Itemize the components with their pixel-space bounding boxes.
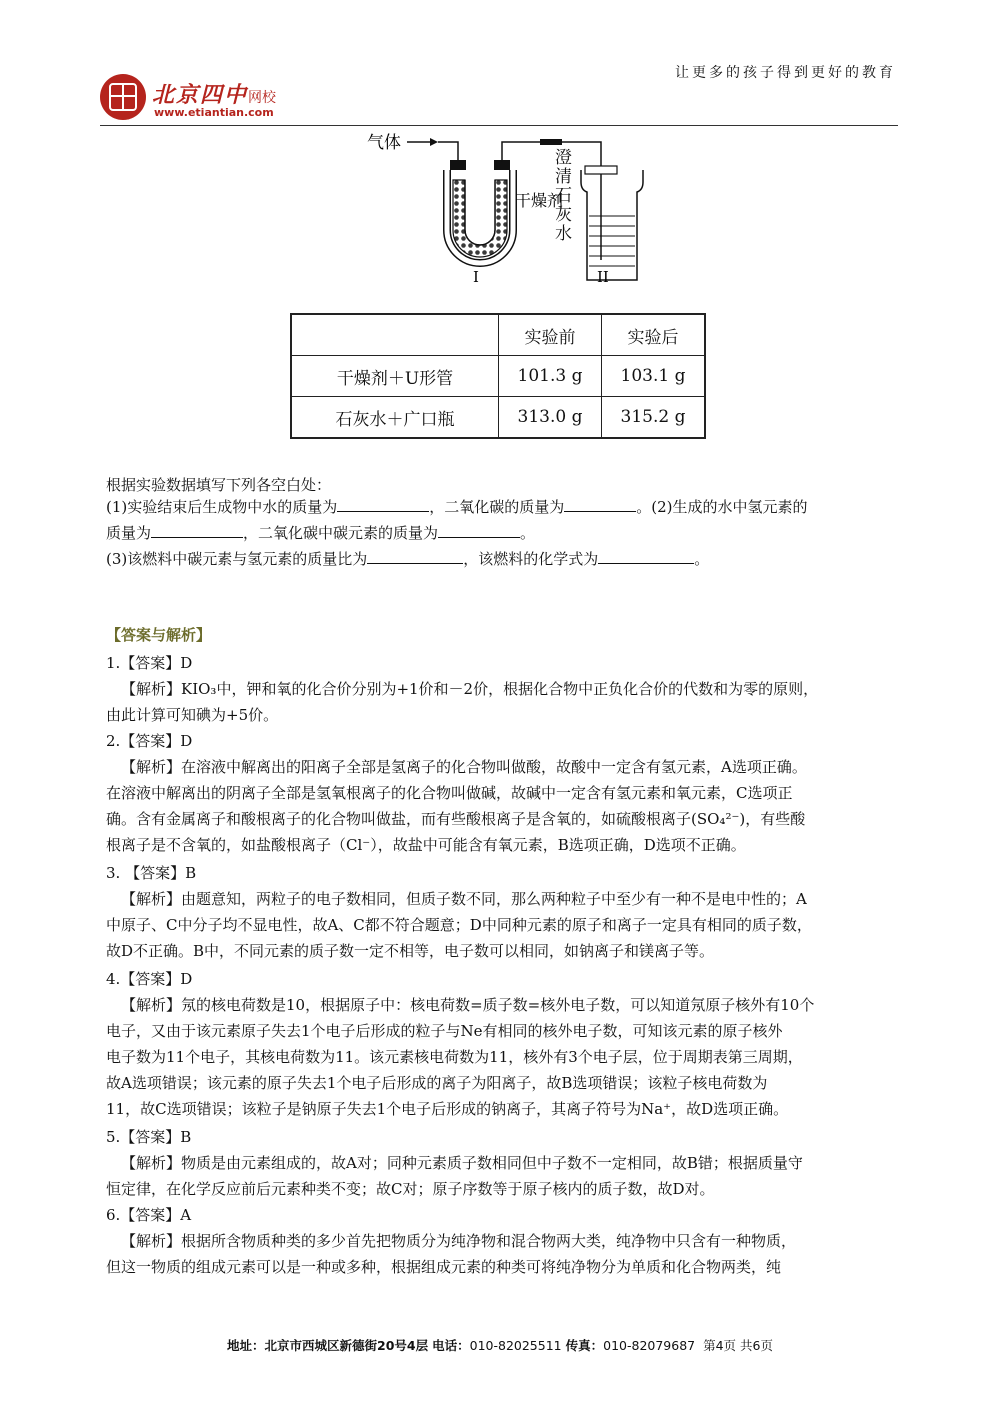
explanation-6: 【解析】根据所含物质种类的多少首先把物质分为纯净物和混合物两大类，纯净物中只含有一种物质， 但这一物质的组成元素可以是一种或多种，根据组成元素的种类可将纯净物分为单质和化合物两类，纯 [106,1232,797,1276]
table-row [291,397,705,439]
answer-3: 3. 【答案】B [106,864,197,882]
rubber-connector [540,139,562,145]
table-cell: 315.2 g [602,397,706,439]
limewater-label: 澄清石灰水 [551,148,571,243]
experiment-apparatus-figure [355,130,655,290]
table-cell: 313.0 g [499,397,602,439]
page-number: 第4页 共6页 [703,1338,773,1353]
gas-label: 气体 [367,133,401,153]
table-header-cell [291,314,499,356]
table-cell: 101.3 g [499,356,602,397]
brand-name: 北京四中网校 [152,83,277,108]
answer-5: 5.【答案】B [106,1128,192,1146]
table-cell: 干燥剂＋U形管 [291,356,499,397]
table-header-cell: 实验前 [499,314,602,356]
answer-blank[interactable] [337,495,429,512]
wide-mouth-bottle [581,170,643,280]
apparatus-I-label: I [473,268,479,286]
question-intro: 根据实验数据填写下列各空白处： [106,476,332,494]
answer-blank[interactable] [564,495,636,512]
explanation-2: 【解析】在溶液中解离出的阳离子全部是氢离子的化合物叫做酸，故酸中一定含有氢元素，A选项正确。 在溶液中解离出的阴离子全部是氢氧根离子的化合物叫做碱，故碱中一定含有氢元素和氧元素，C选项正 确。含有金属离子和酸根离子的化合物叫做盐，而有些酸根离子是含氧的，如硫酸根离子(SO₄²⁻)，有些酸 根离子是不含氧的，如盐酸根离子（Cl⁻），故盐中可能含有氧元素，B选项正确，D选项不正确。 [106,758,807,854]
school-logo-icon [100,74,146,120]
explanation-3: 【解析】由题意知，两粒子的电子数相同，但质子数不同，那么两种粒子中至少有一种不是电中性的；A 中原子、C中分子均不显电性，故A、C都不符合题意；D中同种元素的原子和离子一定具有相同的质子数， 故D不正确。B中，不同元素的质子数一定不相等，电子数可以相同，如钠离子和镁离子等。 [106,890,812,960]
explanation-4: 【解析】氖的核电荷数是10，根据原子中：核电荷数=质子数=核外电子数，可以知道氖原子核外有10个 电子，又由于该元素原子失去1个电子后形成的粒子与Ne有相同的核外电子数，可知该元素的原子核外 电子数为11个电子，其核电荷数为11。该元素核电荷数为11，核外有3个电子层，位于周期表第三周期， 故A选项错误；该元素的原子失去1个电子后形成的离子为阳离子，故B选项错误；该粒子核电荷数为 11，故C选项错误；该粒子是钠原子失去1个电子后形成的钠离子，其离子符号为Na⁺，故D选项正确。 [106,996,815,1118]
header-divider [100,125,898,126]
stopper-left [450,160,466,170]
question-line-1: (1)实验结束后生成物中水的质量为 ，二氧化碳的质量为 。(2)生成的水中氢元素的 [106,494,808,520]
explanation-5: 【解析】物质是由元素组成的，故A对；同种元素质子数相同但中子数不一定相同，故B错；根据质量守 恒定律，在化学反应前后元素种类不变；故C对；原子序数等于原子核内的质子数，故D对。 [106,1154,803,1198]
answer-6: 6.【答案】A [106,1206,192,1224]
answer-1: 1.【答案】D [106,654,193,672]
table-header-row [291,314,705,356]
apparatus-II-label: II [597,268,609,286]
answer-blank[interactable] [367,547,463,564]
table-row [291,356,705,397]
experiment-data-table [290,313,706,439]
page-footer: 地址：北京市西城区新德街20号4层 电话：010-82025511 传真：010-82079687 第4页 共6页 [227,1338,773,1353]
question-line-3: (3)该燃料中碳元素与氢元素的质量比为 ，该燃料的化学式为 。 [106,546,709,572]
brand-url: www.etiantian.com [154,106,274,119]
answer-blank[interactable] [151,521,243,538]
header-slogan: 让更多的孩子得到更好的教育 [675,65,896,81]
table-cell: 石灰水＋广口瓶 [291,397,499,439]
answers-section-title: 【答案与解析】 [106,626,212,644]
explanation-1: 【解析】KIO₃中，钾和氧的化合价分别为+1价和－2价，根据化合物中正负化合价的代数和为零的原则， 由此计算可知碘为+5价。 [106,680,819,724]
dryer-label: 干燥剂 [515,191,564,210]
question-line-2: 质量为 ，二氧化碳中碳元素的质量为 。 [106,520,535,546]
answer-blank[interactable] [438,521,520,538]
table-header-cell: 实验后 [602,314,706,356]
answer-2: 2.【答案】D [106,732,193,750]
table-cell: 103.1 g [602,356,706,397]
answer-4: 4.【答案】D [106,970,193,988]
answer-blank[interactable] [598,547,694,564]
